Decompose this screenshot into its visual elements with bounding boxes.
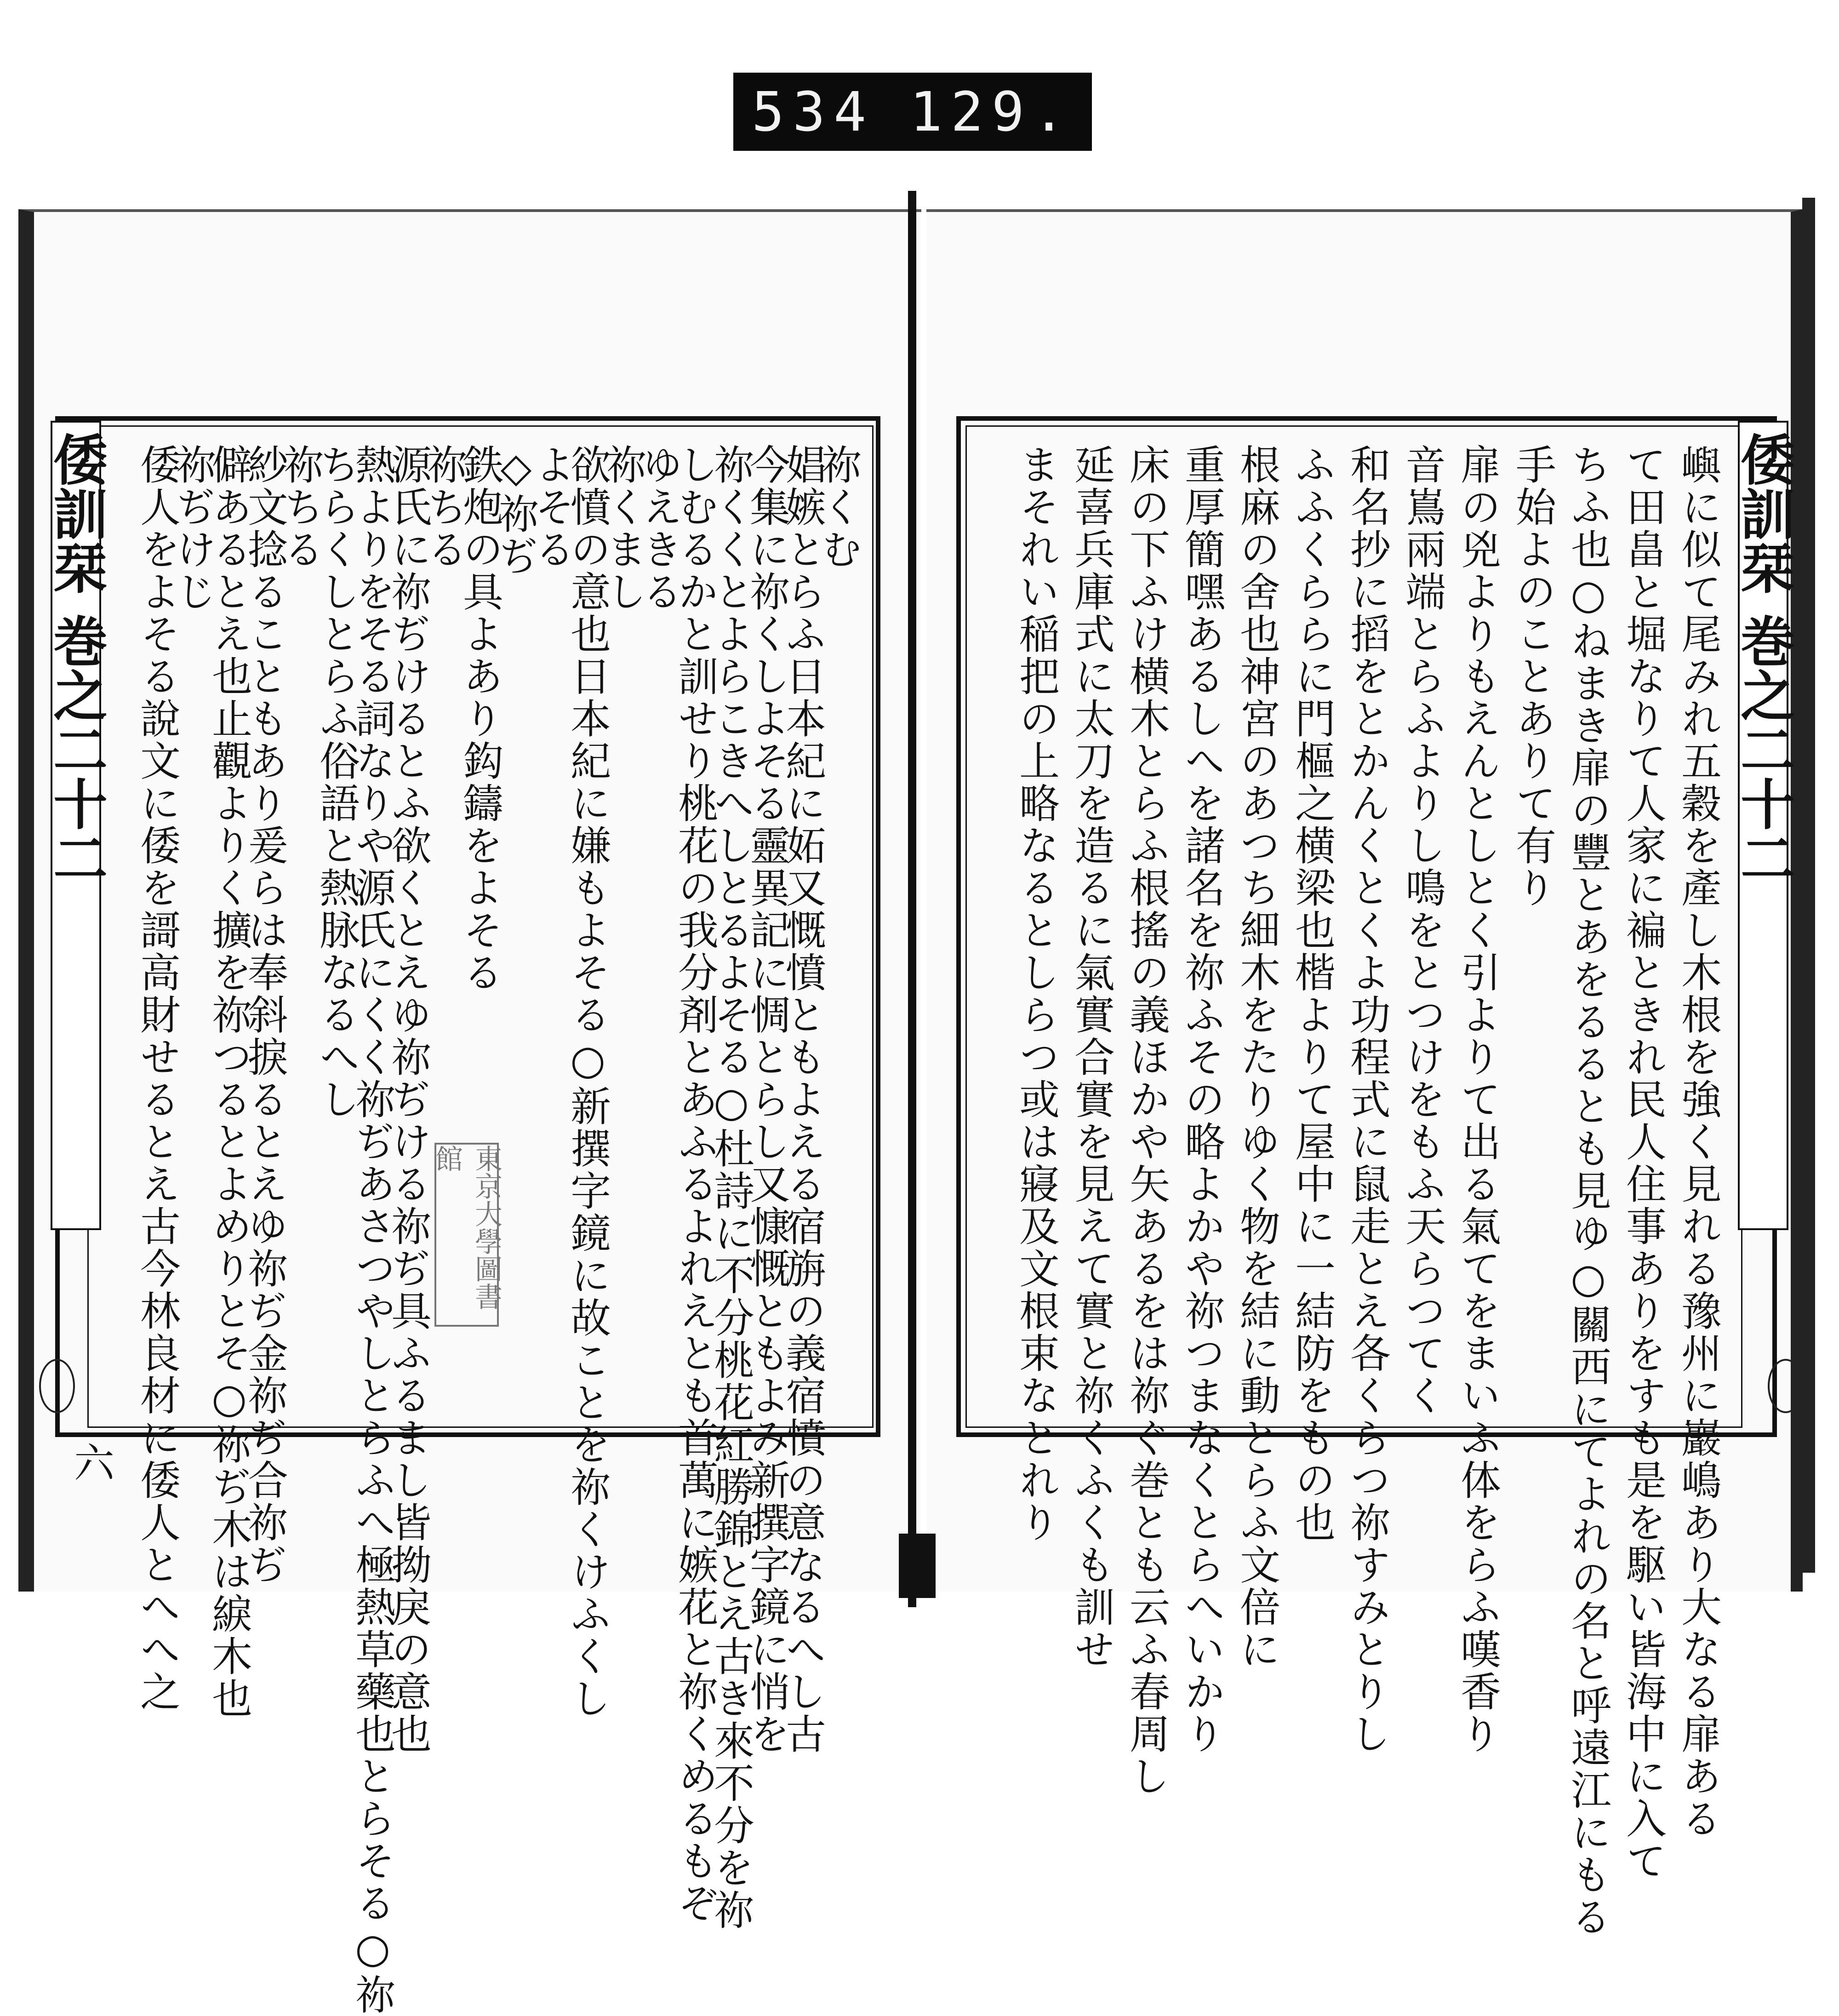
left-page-column: 欲憤の意也日本紀に嫌もよそる○新撰字鏡に故ことを祢くけふくし [564, 444, 611, 1720]
left-page-column: 娼嫉とらふ日本紀に妬又慨憤ともよえる宿旃の義宿憤の意なるへし古 [779, 444, 827, 1755]
left-page-column: ゆえきる [636, 444, 683, 613]
left-page-column: ちらくしとらふ俗語と熱脉なるへし [313, 444, 360, 1121]
left-page-column: 熱よりをそる詞なりや源氏にくく祢ぢあさつやしとらふへ極熱草藥也とらそる○祢 [349, 444, 396, 2016]
left-page-column: 祢ちる [421, 444, 468, 571]
hashira-right: 倭訓栞 巻之二十二 [1738, 421, 1788, 1230]
right-page-column: 扉の兇よりもえんとしとく引よりて出る氣てをまいふ体をらふ嘆香り [1454, 444, 1502, 1755]
right-page-column: ふふくららに門樞之横梁也楷よりて屋中に一結防をもの也 [1289, 444, 1336, 1544]
book-spread [18, 182, 1811, 2016]
left-page-column: 鉄炮の具よあり鈎鑄をよそる [457, 444, 504, 994]
left-page-column: 祢ちる [277, 444, 325, 571]
right-page-column: 根麻の舍也神宮のあつち細木をたりゆく物を結に動とらふ文倍に [1234, 444, 1281, 1671]
left-page-column: 紗文捻ることもあり爰らは奉斜捩るとえゆ祢ぢ金祢ぢ合祢ぢ [241, 444, 289, 1586]
folio-number: 六 [68, 1442, 115, 1482]
catalog-label [733, 73, 1092, 151]
right-page-column: 嶼に似て尾みれ五穀を產し木根を強く見れる豫州に巖嶋あり大なる扉ある [1675, 444, 1722, 1840]
right-page-column: 延喜兵庫式に太刀を造るに氣實合實を見えて實と祢くふくも訓せ [1068, 444, 1115, 1671]
catalog-number-right: 129. [909, 80, 1074, 143]
right-page-column: 音嶌兩端とらふよりし鳴をとつけをもふ天らつてく [1399, 444, 1446, 1417]
right-page-column: まそれい稲把の上略なるとしらつ或は寢及文根束なとれり [1013, 444, 1060, 1544]
catalog-number-left: 534 [752, 80, 875, 143]
right-page-column: て田畠と堀なりて人家に褊ときれ民人住事ありをすも是を駆い皆海中に入て [1620, 444, 1667, 1882]
left-page-column: 源氏に祢ぢけるとふ欲くとえゆ祢ぢける祢ぢ具ふるまし皆拗戾の意也 [385, 444, 432, 1755]
left-page-column: ◇祢ぢ [492, 444, 540, 578]
right-page-column: 重厚簡嘿あるしへを諸名を祢ふその略よかや祢つまなくとらへいかり [1178, 444, 1226, 1755]
left-page-column: 倭人をよそる說文に倭を謌高財せるとえ古今林良材に倭人とへへ之 [134, 444, 181, 1713]
spine-tab [899, 1534, 936, 1598]
right-page-edge [1802, 198, 1815, 1573]
library-seal: 東京大學圖書館 [434, 1143, 499, 1327]
left-page-column: よそる [528, 444, 576, 571]
left-page-column: 祢くまし [600, 444, 647, 613]
left-page-column: しむるかと訓せり桃花の我分剤とあふるよれえとも首萬に嫉花と祢くめるもぞ [672, 444, 719, 1924]
hashira-left: 倭訓栞 巻之二十二 [51, 421, 101, 1230]
left-page-column: 祢くむ [815, 444, 862, 571]
left-page-column: 今集に祢くしよそる靈異記に惆とらし又慷慨ともよみ新撰字鏡に悄を [743, 444, 791, 1755]
right-page-column: 和名抄に搯をとかんくとくよ功程式に鼠走とえ各くらつ祢すみとりし [1344, 444, 1391, 1755]
binding-hole-left [39, 1359, 75, 1413]
right-page-column: ちふ也○ねまき扉の豐とあをるるとも見ゆ○關西にてよれの名と呼遠江にもる [1565, 444, 1612, 1938]
binding-hole-right [1768, 1359, 1804, 1413]
left-page-column: 僻あるとえ也止觀よりく擴を祢つるとよめりとそ○祢ぢ木は綟木也 [206, 444, 253, 1720]
right-page-column: 床の下ふけ横木とらふ根搖の義ほかや矢あるをは祢ぐ巻とも云ふ春周し [1123, 444, 1171, 1798]
left-page-column: 祢ぢけじ [170, 444, 217, 613]
right-page-column: 手始よのことありて有り [1509, 444, 1557, 909]
left-page-column: 祢くくとよらこきへしとるよそる○杜詩に不分桃花紅勝錦とえ古き來不分を祢 [708, 444, 755, 1931]
spine [908, 191, 916, 1607]
